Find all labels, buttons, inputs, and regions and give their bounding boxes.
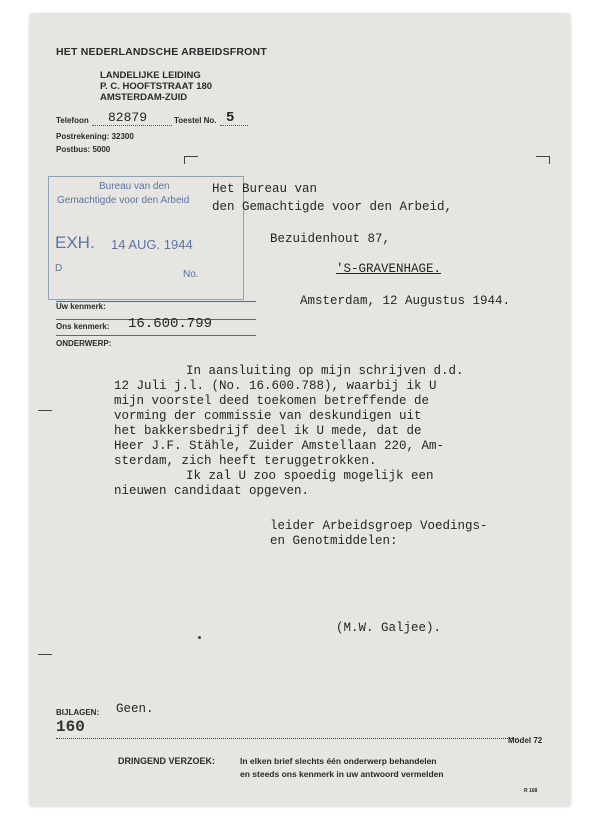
closing-line-2: en Genotmiddelen: [270, 534, 398, 548]
telefoon-value: 82879 [108, 110, 148, 125]
handwritten-number: 160 [56, 718, 85, 736]
stamp-d: D [55, 263, 63, 274]
recipient-line-2: den Gemachtigde voor den Arbeid, [212, 200, 453, 214]
footer-label: DRINGEND VERZOEK: [118, 756, 216, 766]
ons-kenmerk-value: 16.600.799 [128, 316, 213, 332]
toestel-value: 5 [226, 110, 235, 126]
body-line-9: nieuwen candidaat opgeven. [114, 484, 310, 498]
postrekening: Postrekening: 32300 [56, 132, 134, 141]
address-line-2: P. C. HOOFTSTRAAT 180 [100, 81, 213, 92]
printer-mark: R 168 [524, 788, 538, 794]
signature: (M.W. Galjee). [336, 621, 442, 635]
date-line: Amsterdam, 12 Augustus 1944. [300, 294, 511, 308]
body-line-6: Heer J.F. Stähle, Zuider Amstellaan 220, Am- [114, 439, 445, 453]
letter-sheet [30, 14, 570, 806]
recipient-city: 'S-GRAVENHAGE. [336, 262, 442, 276]
stamp-date: 14 AUG. 1944 [111, 237, 193, 252]
footer-text-2: en steeds ons kenmerk in uw antwoord vermelden [240, 769, 444, 779]
body-line-8: Ik zal U zoo spoedig mogelijk een [186, 469, 434, 483]
onderwerp-label: ONDERWERP: [56, 339, 112, 348]
ons-kenmerk-label: Ons kenmerk: [56, 322, 110, 331]
bijlagen-value: Geen. [116, 702, 154, 716]
uw-kenmerk-label: Uw kenmerk: [56, 302, 106, 311]
body-line-7: sterdam, zich heeft teruggetrokken. [114, 454, 377, 468]
bijlagen-label: BIJLAGEN: [56, 708, 100, 717]
closing-line-1: leider Arbeidsgroep Voedings- [270, 519, 488, 533]
body-line-5: het bakkersbedrijf deel ik U mede, dat de [114, 424, 422, 438]
toestel-label: Toestel No. [174, 116, 217, 125]
address-line-1: LANDELIJKE LEIDING [100, 70, 201, 81]
stamp-line1: Bureau van den [99, 181, 170, 192]
body-line-1: In aansluiting op mijn schrijven d.d. [186, 364, 464, 378]
body-line-4: vorming der commissie van deskundigen uit [114, 409, 422, 423]
footer-text-1: In elken brief slechts één onderwerp behandelen [240, 756, 437, 766]
address-line-3: AMSTERDAM-ZUID [100, 92, 188, 103]
model-number: Model 72 [508, 736, 543, 745]
telefoon-label: Telefoon [56, 116, 89, 125]
body-line-2: 12 Juli j.l. (No. 16.600.788), waarbij ik U [114, 379, 437, 393]
recipient-line-3: Bezuidenhout 87, [270, 232, 391, 246]
stamp-exh: EXH. [55, 233, 95, 252]
stamp-line2: Gemachtigde voor den Arbeid [57, 195, 190, 206]
stamp-no: No. [183, 269, 199, 280]
recipient-line-1: Het Bureau van [212, 182, 318, 196]
org-name: HET NEDERLANDSCHE ARBEIDSFRONT [56, 46, 267, 58]
body-line-3: mijn voorstel deed toekomen betreffende de [114, 394, 430, 408]
postbus: Postbus: 5000 [56, 145, 111, 154]
